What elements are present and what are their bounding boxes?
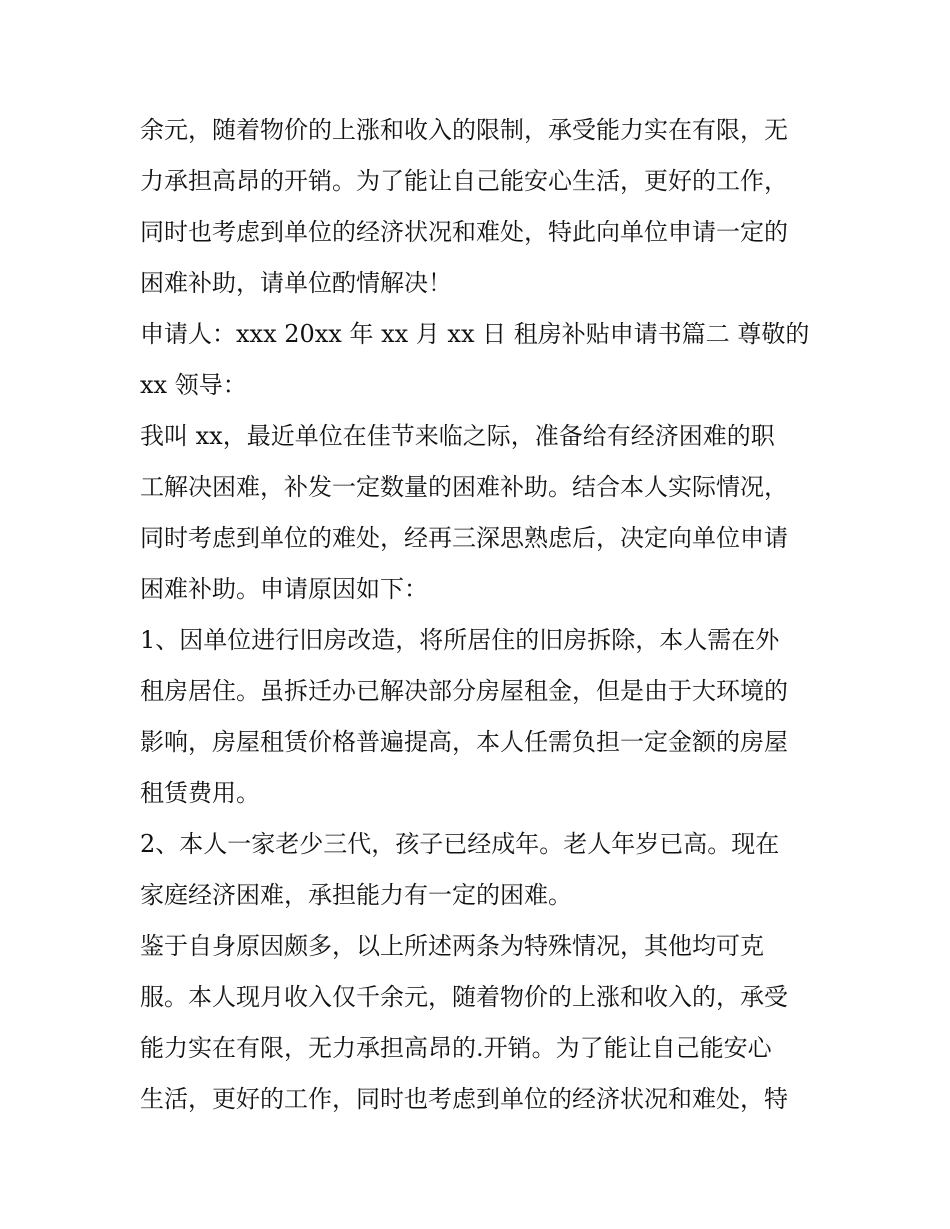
text-line: 余元，随着物价的上涨和收入的限制，承受能力实在有限，无 [140,116,788,144]
text-line: 困难补助。申请原因如下： [140,575,428,603]
text-line: 能力实在有限，无力承担高昂的.开销。为了能让自己能安心 [140,1034,772,1062]
reason-item-1: 1、因单位进行旧房改造，将所居住的旧房拆除，本人需在外 [140,626,780,654]
text-line: 同时考虑到单位的难处，经再三深思熟虑后，决定向单位申请 [140,524,788,552]
applicant-line: 申请人：xxx 20xx 年 xx 月 xx 日 租房补贴申请书篇二 尊敬的 [140,320,810,348]
text-line: 生活，更好的工作，同时也考虑到单位的经济状况和难处，特 [140,1085,788,1113]
text-line: 我叫 xx，最近单位在佳节来临之际，准备给有经济困难的职 [140,422,775,450]
text-line: 租赁费用。 [140,779,260,807]
text-line: 力承担高昂的开销。为了能让自己能安心生活，更好的工作， [140,167,788,195]
text-line: 同时也考虑到单位的经济状况和难处，特此向单位申请一定的 [140,218,788,246]
text-line: 家庭经济困难，承担能力有一定的困难。 [140,881,572,909]
document-body [140,105,820,1125]
salutation-line: xx 领导： [140,371,247,399]
text-line: 困难补助，请单位酌情解决！ [140,269,452,297]
reason-item-2: 2、本人一家老少三代，孩子已经成年。老人年岁已高。现在 [140,830,780,858]
text-line: 影响，房屋租赁价格普遍提高，本人任需负担一定金额的房屋 [140,728,788,756]
text-line: 租房居住。虽拆迁办已解决部分房屋租金，但是由于大环境的 [140,677,788,705]
text-line: 鉴于自身原因颇多，以上所述两条为特殊情况，其他均可克 [140,932,764,960]
text-line: 服。本人现月收入仅千余元，随着物价的上涨和收入的，承受 [140,983,788,1011]
text-line: 工解决困难，补发一定数量的困难补助。结合本人实际情况， [140,473,788,501]
